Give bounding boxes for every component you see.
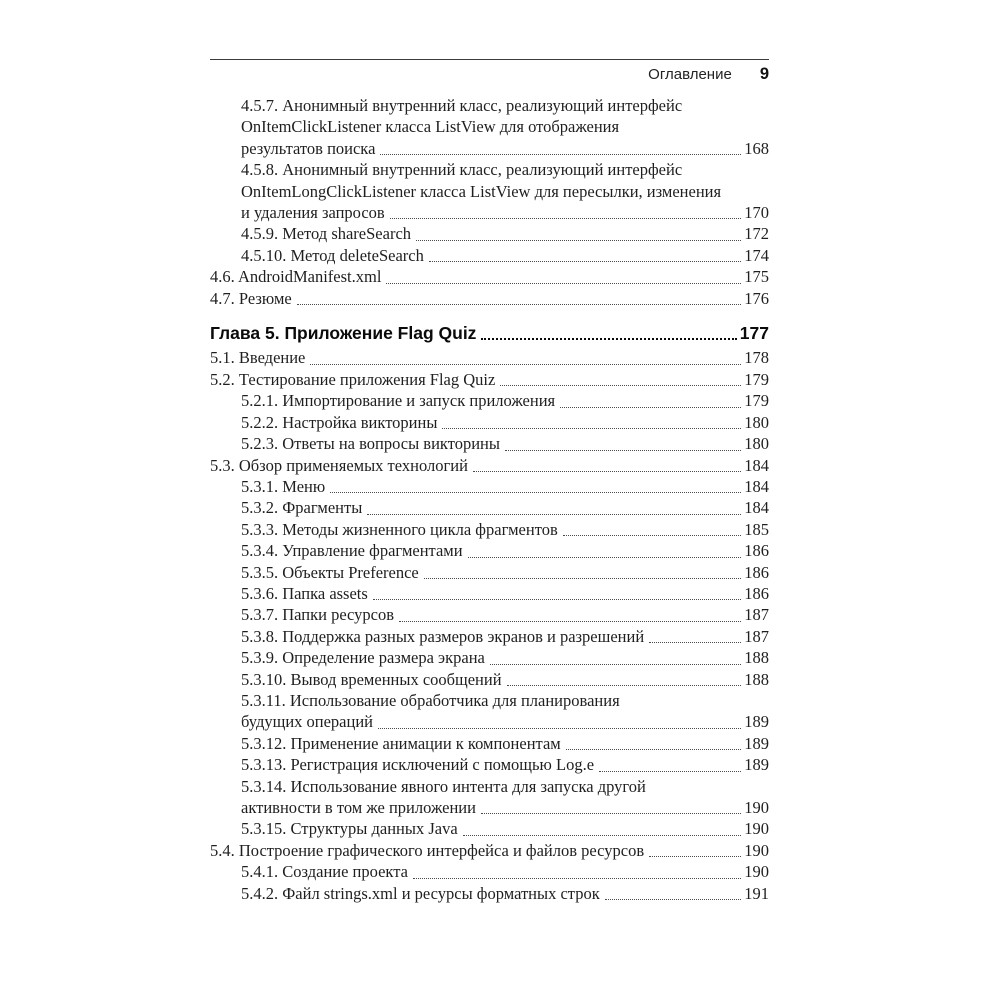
toc-entry [210, 390, 769, 411]
toc-entry-title: активности в том же приложении [241, 798, 476, 817]
toc-entry [210, 412, 769, 433]
toc-entry-title: результатов поиска [241, 138, 376, 158]
toc-entry-row [241, 861, 769, 882]
toc-entry-row [241, 497, 769, 518]
toc-entry-title: 5.3.5. Объекты Preference [241, 562, 419, 582]
dot-leader [560, 407, 741, 408]
toc-entry-wrapped-line: 5.3.14. Использование явного интента для запуска другой [241, 776, 646, 796]
toc-entry-wrapped-line: 5.3.11. Использование обработчика для планирования [241, 690, 620, 710]
toc-entry-page-number: 184 [744, 498, 769, 518]
toc-entry-page-number: 178 [744, 348, 769, 368]
toc-entry-row [241, 797, 769, 818]
dot-leader [442, 428, 741, 429]
toc-entry-page-number: 179 [744, 369, 769, 389]
toc-entry-title: 5.3.10. Вывод временных сообщений [241, 669, 502, 689]
toc-entry [210, 266, 769, 287]
toc-entry-title: 5.1. Введение [210, 348, 306, 368]
toc-entry-page-number: 184 [744, 476, 769, 496]
dot-leader [481, 813, 741, 814]
toc-entry-page-number: 189 [744, 712, 769, 732]
dot-leader [649, 856, 741, 857]
dot-leader [390, 218, 742, 219]
dot-leader [367, 514, 741, 515]
toc-entry [210, 540, 769, 561]
toc-entry [210, 497, 769, 518]
toc-entry-title: 5.3.6. Папка assets [241, 583, 368, 603]
toc-entry-page-number: 188 [744, 669, 769, 689]
toc-entry-row [241, 583, 769, 604]
toc-entry-row [241, 223, 769, 244]
toc-entry-page-number: 188 [744, 648, 769, 668]
toc-entry-title: 5.2.1. Импортирование и запуск приложения [241, 391, 556, 411]
toc-entry-title: 5.3.12. Применение анимации к компонентам [241, 733, 561, 753]
toc-entry-title: 5.2.3. Ответы на вопросы викторины [241, 434, 500, 454]
toc-entry-row [210, 288, 769, 309]
toc-entry-row [241, 562, 769, 583]
toc-entry-page-number: 180 [744, 434, 769, 454]
toc-entry-page-number: 180 [744, 412, 769, 432]
dot-leader [373, 599, 741, 600]
toc-entry-title: 5.3.1. Меню [241, 476, 326, 496]
toc-entry-page-number: 176 [744, 288, 769, 308]
toc-entry-page-number: 191 [744, 883, 769, 903]
header-text-row [210, 65, 769, 84]
toc-entry [210, 626, 769, 647]
dot-leader [399, 621, 741, 622]
toc-entry-page-number: 187 [744, 605, 769, 625]
toc-entry [210, 818, 769, 839]
dot-leader [649, 642, 741, 643]
toc-entry-title: 5.2. Тестирование приложения Flag Quiz [210, 369, 496, 389]
toc-entry [210, 288, 769, 309]
toc-entry-title: 5.3. Обзор применяемых технологий [210, 455, 468, 475]
toc-entry [210, 583, 769, 604]
toc-entry-row [241, 390, 769, 411]
toc-entry [210, 95, 769, 159]
toc-entry-wrapped-line: 4.5.8. Анонимный внутренний класс, реализующий интерфейс [241, 160, 683, 180]
dot-leader [424, 578, 741, 579]
toc-entry-row [210, 266, 769, 287]
dot-leader [416, 240, 741, 241]
toc-entry-page-number: 170 [744, 203, 769, 223]
toc-entry [210, 840, 769, 861]
dot-leader [481, 338, 736, 340]
dot-leader [500, 385, 741, 386]
toc-entry-row [210, 323, 769, 344]
toc-entry-page-number: 186 [744, 583, 769, 603]
toc-entry-title: Глава 5. Приложение Flag Quiz [210, 323, 477, 344]
toc-entry-row [241, 138, 769, 159]
toc-entry-title: 5.3.3. Методы жизненного цикла фрагментов [241, 519, 558, 539]
dot-leader [566, 749, 742, 750]
toc-entry-row [210, 347, 769, 368]
header-rule [210, 59, 769, 60]
running-header [210, 59, 769, 84]
toc-entry-page-number: 186 [744, 562, 769, 582]
toc-entry-row [241, 245, 769, 266]
dot-leader [380, 154, 741, 155]
toc-entry-page-number: 177 [739, 323, 769, 344]
toc-entry-page-number: 190 [744, 840, 769, 860]
toc-entry [210, 562, 769, 583]
toc-entry-title: 5.2.2. Настройка викторины [241, 412, 438, 432]
dot-leader [297, 304, 741, 305]
dot-leader [505, 450, 741, 451]
toc-entry-page-number: 190 [744, 819, 769, 839]
toc-entry-row [241, 647, 769, 668]
dot-leader [490, 664, 741, 665]
toc-entry-row [210, 455, 769, 476]
toc-entry [210, 476, 769, 497]
toc-entry-wrapped-line: OnItemClickListener класса ListView для отображения [241, 117, 620, 137]
toc-entry [210, 861, 769, 882]
toc-entry-page-number: 189 [744, 755, 769, 775]
toc-list [210, 95, 769, 904]
toc-entry-row [241, 733, 769, 754]
header-page-number: 9 [759, 65, 769, 83]
toc-entry [210, 433, 769, 454]
toc-entry [210, 754, 769, 775]
toc-entry-page-number: 168 [744, 138, 769, 158]
dot-leader [563, 535, 742, 536]
dot-leader [413, 878, 741, 879]
toc-entry [210, 647, 769, 668]
toc-entry-row [210, 840, 769, 861]
toc-entry-page-number: 174 [744, 245, 769, 265]
toc-entry-row [241, 604, 769, 625]
toc-entry-title: 5.3.8. Поддержка разных размеров экранов и разрешений [241, 626, 645, 646]
dot-leader [429, 261, 741, 262]
toc-entry-page-number: 175 [744, 267, 769, 287]
toc-entry [210, 455, 769, 476]
toc-entry-page-number: 189 [744, 733, 769, 753]
toc-entry-title: 4.6. AndroidManifest.xml [210, 267, 382, 287]
toc-entry-page-number: 184 [744, 455, 769, 475]
dot-leader [468, 557, 742, 558]
toc-entry-title: 5.3.13. Регистрация исключений с помощью Log.e [241, 755, 595, 775]
toc-entry-title: 5.3.15. Структуры данных Java [241, 819, 458, 839]
toc-entry-wrapped-line: OnItemLongClickListener класса ListView для пересылки, изменения [241, 181, 722, 201]
dot-leader [310, 364, 741, 365]
toc-entry-title: 5.3.7. Папки ресурсов [241, 605, 395, 625]
toc-entry [210, 690, 769, 733]
toc-entry [210, 733, 769, 754]
toc-entry-page-number: 190 [744, 862, 769, 882]
toc-entry-row [241, 476, 769, 497]
toc-entry-row [241, 412, 769, 433]
toc-entry-page-number: 185 [744, 519, 769, 539]
toc-entry-title: 4.7. Резюме [210, 288, 292, 308]
toc-entry-title: 5.4.2. Файл strings.xml и ресурсы форматных строк [241, 883, 600, 903]
toc-entry-title: 5.3.2. Фрагменты [241, 498, 363, 518]
dot-leader [473, 471, 741, 472]
toc-entry [210, 369, 769, 390]
toc-entry-row [241, 519, 769, 540]
toc-entry [210, 883, 769, 904]
toc-entry [210, 776, 769, 819]
dot-leader [378, 728, 741, 729]
toc-entry-title: и удаления запросов [241, 203, 385, 223]
dot-leader [605, 899, 742, 900]
toc-entry-title: 4.5.9. Метод shareSearch [241, 224, 412, 244]
toc-entry-page-number: 179 [744, 391, 769, 411]
toc-entry-page-number: 186 [744, 541, 769, 561]
toc-entry [210, 245, 769, 266]
toc-entry-row [241, 433, 769, 454]
dot-leader [599, 771, 741, 772]
toc-entry-title: 5.3.4. Управление фрагментами [241, 541, 463, 561]
toc-entry-row [241, 883, 769, 904]
header-section-title: Оглавление [648, 66, 732, 83]
toc-entry-page-number: 172 [744, 224, 769, 244]
toc-entry-row [241, 669, 769, 690]
toc-entry-wrapped-line: 4.5.7. Анонимный внутренний класс, реализующий интерфейс [241, 96, 683, 115]
toc-entry-page-number: 187 [744, 626, 769, 646]
toc-entry-title: 5.4. Построение графического интерфейса и файлов ресурсов [210, 840, 645, 860]
toc-entry-row [241, 540, 769, 561]
toc-entry-title: 4.5.10. Метод deleteSearch [241, 245, 424, 265]
toc-entry [210, 604, 769, 625]
toc-entry-title: будущих операций [241, 712, 373, 732]
dot-leader [463, 835, 742, 836]
toc-entry [210, 669, 769, 690]
dot-leader [386, 283, 741, 284]
dot-leader [330, 492, 741, 493]
toc-entry [210, 223, 769, 244]
toc-entry-row [241, 202, 769, 223]
toc-entry-row [241, 626, 769, 647]
toc-entry-title: 5.3.9. Определение размера экрана [241, 648, 485, 668]
toc-entry-row [241, 818, 769, 839]
toc-entry-page-number: 190 [744, 798, 769, 817]
toc-entry-row [241, 711, 769, 732]
toc-entry [210, 347, 769, 368]
toc-entry-row [241, 754, 769, 775]
toc-entry-row [210, 369, 769, 390]
toc-chapter-entry [210, 323, 769, 344]
toc-entry [210, 519, 769, 540]
toc-entry [210, 159, 769, 223]
toc-entry-title: 5.4.1. Создание проекта [241, 862, 408, 882]
dot-leader [507, 685, 742, 686]
